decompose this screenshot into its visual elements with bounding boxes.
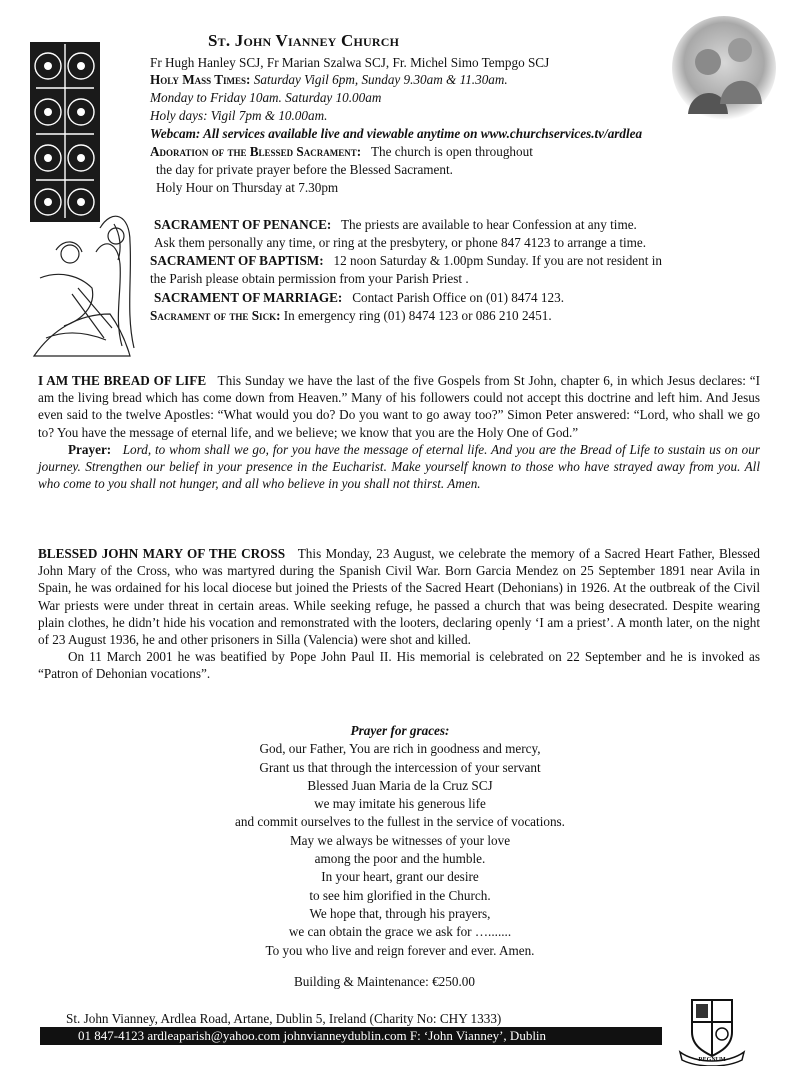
- marriage-line: [154, 289, 564, 306]
- prayer-line: Grant us that through the intercession of your servant: [259, 759, 541, 775]
- prayer-line: We hope that, through his prayers,: [309, 905, 491, 921]
- prayer-line: Blessed Juan Maria de la Cruz SCJ: [307, 777, 493, 793]
- prayer-line: In your heart, grant our desire: [321, 869, 479, 885]
- footer-address: St. John Vianney, Ardlea Road, Artane, Dublin 5, Ireland (Charity No: CHY 1333): [66, 1011, 502, 1026]
- bread-of-life-section: [38, 372, 760, 492]
- penance-text: The priests are available to hear Confession at any time.: [340, 217, 637, 232]
- prayer-line: May we always be witnesses of your love: [289, 832, 511, 848]
- crest-emblem: [676, 994, 748, 1066]
- marriage-text: Contact Parish Office on (01) 8474 123.: [352, 290, 565, 305]
- blessed-heading: BLESSED JOHN MARY OF THE CROSS: [38, 546, 286, 561]
- prayer-label: Prayer:: [68, 441, 112, 457]
- blessed-body: This Monday, 23 August, we celebrate the memory of a Sacred Heart Father, Blessed John Mary of the Cross, who was martyred during the Spanish Civil War. Born Garcia Mendez on 25 September 1891 near Avila in Spain, he was ordained for his local diocese but joined the Priests of the Sacred Heart (Dehonians) in 1926. At the outbreak of the Civil War priests were under threat in certain areas. While seeking refuge, he passed a church that was being desecrated. Despite wearing plain clothes, he didn’t hide his vocation and remonstrated with the looters, declaring openly ‘I am a priest’. A month later, on the night of 23 August 1936, he and other prisoners in Silla (Valencia) were shot and killed.: [38, 546, 760, 648]
- sick-text: In emergency ring (01) 8474 123 or 086 210 2451.: [283, 308, 552, 323]
- baptism-line: [150, 252, 662, 269]
- mass-times-label: Holy Mass Times:: [150, 72, 251, 87]
- webcam-notice: Webcam: All services available live and viewable anytime on www.churchservices.tv/ardlea: [150, 126, 643, 141]
- prayer-line: we can obtain the grace we ask for ….......: [288, 924, 512, 940]
- prayer-for-graces: [150, 722, 650, 960]
- mass-times-line: [150, 71, 508, 88]
- portrait-photo: [670, 14, 778, 122]
- penance-line: [154, 216, 637, 233]
- prayer-line: and commit ourselves to the fullest in the service of vocations.: [235, 814, 565, 830]
- bread-heading: I AM THE BREAD OF LIFE: [38, 373, 207, 388]
- penance-text-2: Ask them personally any time, or ring at the presbytery, or phone 847 4123 to arrange a time.: [154, 235, 647, 250]
- weekday-times: Monday to Friday 10am. Saturday 10.00am: [150, 90, 382, 105]
- baptism-text-2: the Parish please obtain permission from your Parish Priest .: [150, 271, 469, 286]
- blessed-john-section: [38, 545, 760, 683]
- sick-label: Sacrament of the Sick:: [150, 308, 281, 323]
- mass-times: Saturday Vigil 6pm, Sunday 9.30am & 11.30am.: [253, 72, 508, 87]
- penance-label: SACRAMENT OF PENANCE:: [154, 217, 332, 232]
- pieta-engraving: [26, 38, 138, 360]
- church-name: St. John Vianney Church: [208, 31, 400, 50]
- baptism-label: SACRAMENT OF BAPTISM:: [150, 253, 324, 268]
- prayer-graces-title: Prayer for graces:: [350, 723, 450, 738]
- adoration-line: [150, 143, 533, 160]
- priests-list: Fr Hugh Hanley SCJ, Fr Marian Szalwa SCJ, Fr. Michel Simo Tempgo SCJ: [150, 55, 550, 70]
- bread-body: This Sunday we have the last of the five Gospels from St John, chapter 6, in which Jesus declares: “I am the living bread which has come down from Heaven.” Many of his followers could not accept this doctrine and left him. And Jesus even said to the twelve Apostles: “What would you do? Do you want to go away too?” Simon Peter answered: “Lord, who shall we go to? You have the message of eternal life, and we believe; we know that you are the Holy One of God.”: [38, 373, 760, 440]
- holy-hour: Holy Hour on Thursday at 7.30pm: [156, 180, 339, 195]
- adoration-text-2: the day for private prayer before the Blessed Sacrament.: [156, 162, 453, 177]
- footer-contact: 01 847-4123 ardleaparish@yahoo.com johnvianneydublin.com F: ‘John Vianney’, Dublin: [78, 1028, 547, 1043]
- sick-line: [150, 307, 552, 324]
- adoration-label: Adoration of the Blessed Sacrament:: [150, 144, 362, 159]
- blessed-body-2: On 11 March 2001 he was beatified by Pope John Paul II. His memorial is celebrated on 22 September and he is invoked as “Patron of Dehonian vocations”.: [38, 649, 760, 682]
- prayer-line: we may imitate his generous life: [314, 796, 486, 812]
- holy-day-times: Holy days: Vigil 7pm & 10.00am.: [150, 108, 328, 123]
- prayer-line: God, our Father, You are rich in goodness and mercy,: [259, 741, 541, 757]
- crest-motto: REGNUM: [698, 1057, 726, 1063]
- building-maintenance: Building & Maintenance: €250.00: [294, 974, 475, 989]
- prayer-line: to see him glorified in the Church.: [309, 887, 491, 903]
- prayer-line: To you who live and reign forever and ever. Amen.: [265, 942, 535, 958]
- prayer-text: Lord, to whom shall we go, for you have the message of eternal life. And you are the Bread of Life to sustain us on our journey. Strengthen our belief in your presence in the Eucharist. Make yourself known to those who have strayed away from you. All who come to you shall not hunger, and all who believe in you shall not thirst. Amen.: [38, 441, 761, 492]
- prayer-line: among the poor and the humble.: [314, 851, 486, 867]
- marriage-label: SACRAMENT OF MARRIAGE:: [154, 290, 343, 305]
- baptism-text: 12 noon Saturday & 1.00pm Sunday. If you are not resident in: [333, 253, 662, 268]
- adoration-text: The church is open throughout: [370, 144, 533, 159]
- footer-contact-bar: [40, 1027, 662, 1045]
